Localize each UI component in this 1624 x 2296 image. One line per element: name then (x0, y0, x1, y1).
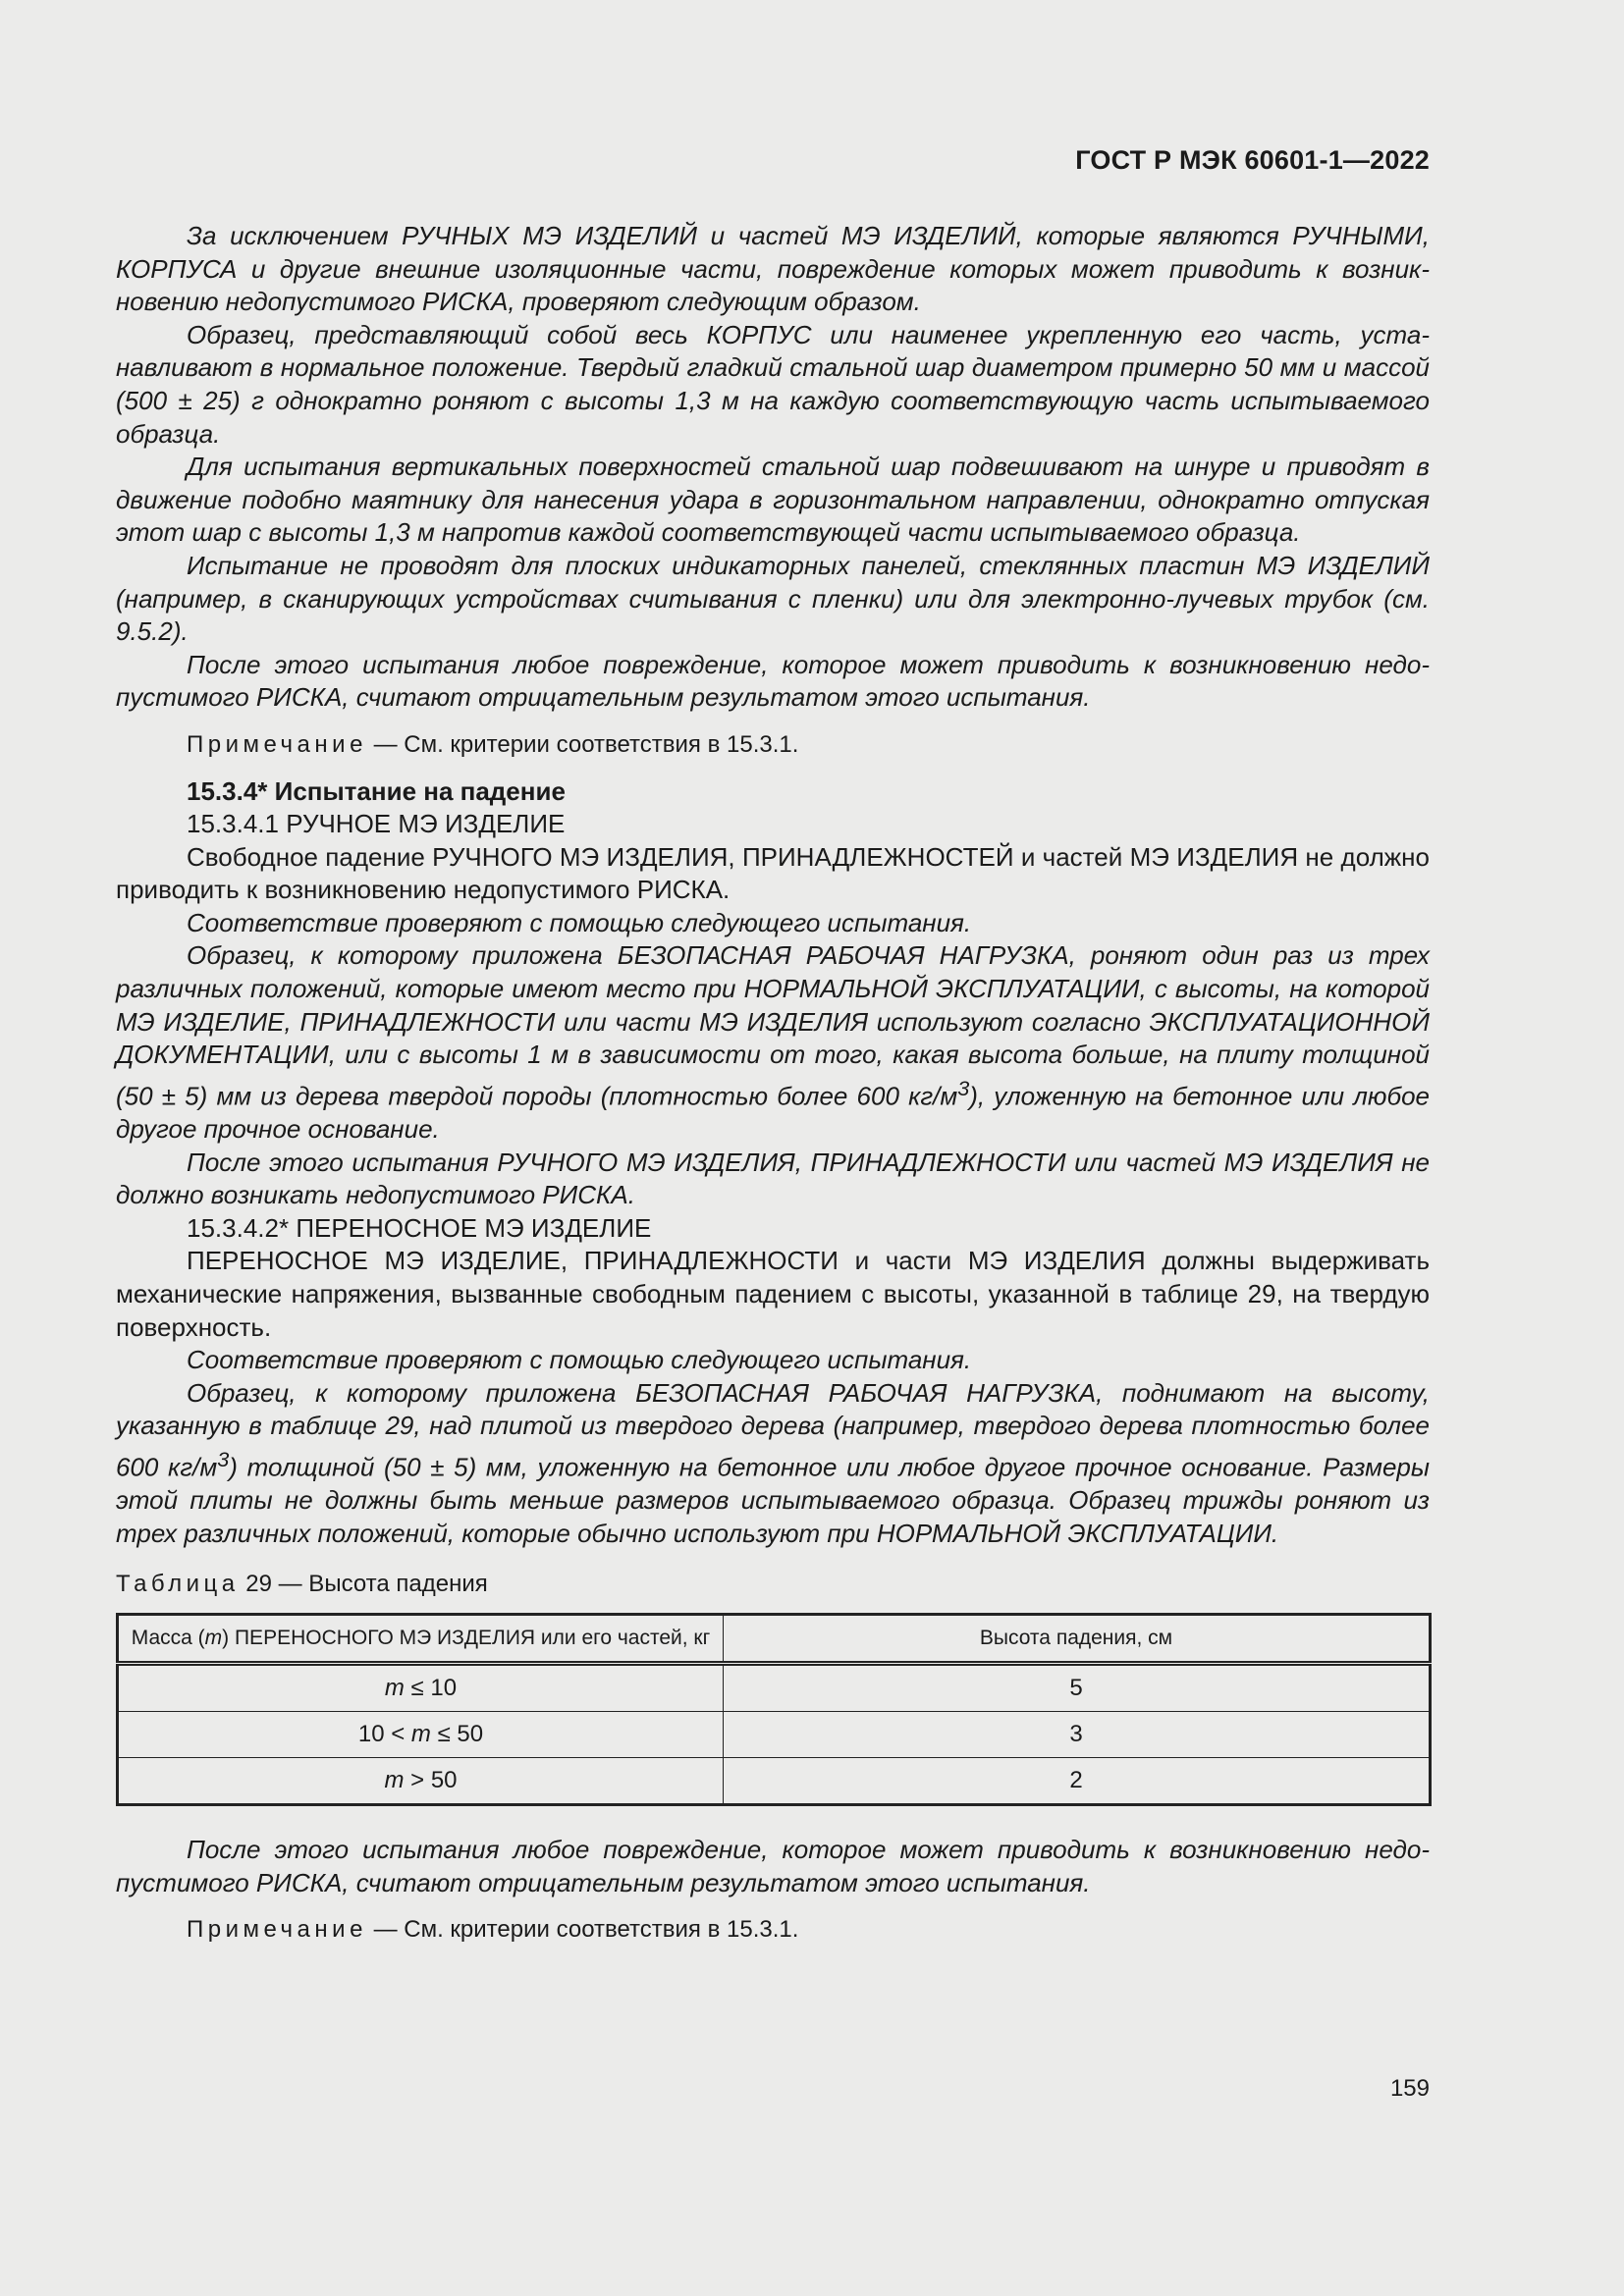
height-cell: 2 (724, 1758, 1431, 1805)
table-caption-text: 29 — Высота падения (239, 1571, 488, 1598)
paragraph: ПЕРЕНОСНОЕ МЭ ИЗДЕЛИЕ, ПРИНАДЛЕЖНОСТИ и части МЭ ИЗДЕЛИЯ должны выдерживать механические напряжения, вызванные свободным падением с высоты, указанной в таблице 29, на твердую поверхность. (116, 1246, 1430, 1342)
mass-cell (118, 1664, 724, 1712)
note (116, 728, 1430, 762)
drop-height-table (116, 1613, 1432, 1806)
height-cell: 5 (724, 1664, 1431, 1712)
paragraph-text: ) толщиной (50 ± 5) мм, уложенную на бетонное или любое другое прочное основание. Размеры этой плиты не должны быть меньше размеров испытываемого образца. Образец трижды роняют из трех различных положений, которые обычно используют при НОРМАЛЬНОЙ ЭКСПЛУАТАЦИИ. (116, 1452, 1431, 1548)
note-label: Примечание (187, 1916, 367, 1944)
superscript: 3 (957, 1075, 970, 1100)
cell-text: ≤ 50 (430, 1721, 484, 1748)
paragraph: Испытание не проводят для плоских индикаторных панелей, стеклянных пластин МЭ ИЗДЕЛИЙ (например, в сканирующих устройствах считывания с пленки) или для электронно-лучевых трубок (см. 9.5.2). (116, 550, 1430, 647)
table-caption (116, 1568, 1430, 1601)
cell-text-italic: m (384, 1675, 405, 1702)
note (116, 1913, 1430, 1947)
table-row (118, 1712, 1431, 1758)
page-content (116, 220, 1430, 1960)
cell-text: > 50 (404, 1767, 458, 1794)
paragraph-text: Образец, к которому приложена БЕЗОПАСНАЯ РАБОЧАЯ НАГРУЗКА, поднимают на высоту, указанную в таблице 29, над плитой из твердого дерева (например, твердого дерева плотностью более 600 кг/м (116, 1377, 1430, 1482)
cell-text: 10 < (357, 1721, 411, 1748)
note-label: Примечание (187, 730, 367, 758)
paragraph: После этого испытания любое повреждение, которое может приводить к возникновению недопустимого РИСКА, считают отрицательным результатом этого испытания. (116, 1835, 1430, 1897)
table-header-row (118, 1615, 1431, 1664)
paragraph: После этого испытания РУЧНОГО МЭ ИЗДЕЛИЯ, ПРИНАДЛЕЖНОСТИ или частей МЭ ИЗДЕЛИЯ не должно возникать недопустимого РИСКА. (116, 1147, 1430, 1210)
superscript: 3 (217, 1447, 230, 1472)
page-number: 159 (1389, 2075, 1430, 2102)
paragraph (116, 939, 1430, 1146)
column-header-height: Высота падения, см (724, 1615, 1431, 1664)
mass-cell (118, 1758, 724, 1805)
subsection-heading: 15.3.4.1 РУЧНОЕ МЭ ИЗДЕЛИЕ (187, 809, 566, 839)
paragraph: После этого испытания любое повреждение, которое может приводить к возникновению недопустимого РИСКА, считают отрицательным результатом этого испытания. (116, 649, 1430, 713)
table-row (118, 1664, 1431, 1712)
section-heading: 15.3.4* Испытание на падение (187, 775, 566, 806)
cell-text-italic: m (410, 1721, 431, 1748)
paragraph: Соответствие проверяют с помощью следующего испытания. (187, 907, 972, 937)
note-text: — См. критерии соответствия в 15.3.1. (366, 1916, 799, 1944)
height-cell: 3 (724, 1712, 1431, 1758)
cell-text: ≤ 10 (404, 1675, 458, 1702)
paragraph: Свободное падение РУЧНОГО МЭ ИЗДЕЛИЯ, ПРИНАДЛЕЖНОСТЕЙ и частей МЭ ИЗДЕЛИЯ не должно приводить к возникновению недопустимого РИСКА. (116, 841, 1430, 905)
paragraph: Образец, представляющий собой весь КОРПУС или наименее укрепленную его часть, устанавливают в нормальное положение. Твердый гладкий стальной шар диаметром примерно 50 мм и массой (500 ± 25) г однократно роняют с высоты 1,3 м на каждую соответствующую часть испытываемого образца. (116, 319, 1430, 449)
paragraph-text: Образец, к которому приложена БЕЗОПАСНАЯ РАБОЧАЯ НАГРУЗКА, роняют один раз из трех различных положений, которые имеют место при НОРМАЛЬНОЙ ЭКСПЛУАТАЦИИ, с высоты, на которой МЭ ИЗДЕЛИЕ, ПРИНАДЛЕЖНОСТИ или части МЭ ИЗДЕЛИЯ используют согласно ЭКСПЛУАТАЦИОННОЙ ДОКУМЕНТАЦИИ, или с высоты 1 м в зависимости от того, какая высота больше, на плиту толщиной (50 ± 5) мм из дерева твердой породы (плотностью более 600 кг/м (116, 940, 1430, 1111)
note-text: — См. критерии соответствия в 15.3.1. (366, 730, 799, 758)
header-text: ) ПЕРЕНОСНОГО МЭ ИЗДЕЛИЯ или его частей, кг (222, 1627, 711, 1650)
subsection-heading: 15.3.4.2* ПЕРЕНОСНОЕ МЭ ИЗДЕЛИЕ (187, 1212, 652, 1243)
header-text-italic: m (204, 1627, 223, 1650)
paragraph: За исключением РУЧНЫХ МЭ ИЗДЕЛИЙ и частей МЭ ИЗДЕЛИЙ, которые являются РУЧНЫМИ, КОРПУСА и другие внешние изоляционные части, повреждение которых может приводить к возникновению недопустимого РИСКА, проверяют следующим образом. (116, 221, 1430, 317)
cell-text-italic: m (384, 1767, 405, 1794)
paragraph: Для испытания вертикальных поверхностей стальной шар подвешивают на шнуре и приводят в движение подобно маятнику для нанесения удара в горизонтальном направлении, однократно отпуская этот шар с высоты 1,3 м напротив каждой соответствующей части испытываемого образца. (116, 452, 1430, 548)
table-caption-label: Таблица (116, 1571, 240, 1598)
paragraph-text: ), уложенную на бетонное или любое другое прочное основание. (116, 1081, 1430, 1145)
paragraph: Соответствие проверяют с помощью следующего испытания. (187, 1345, 972, 1375)
header-text: Масса ( (131, 1627, 205, 1650)
paragraph (116, 1377, 1430, 1551)
document-code-header: ГОСТ Р МЭК 60601-1—2022 (1075, 145, 1430, 175)
column-header-mass (118, 1615, 724, 1664)
mass-cell (118, 1712, 724, 1758)
table-row (118, 1758, 1431, 1805)
